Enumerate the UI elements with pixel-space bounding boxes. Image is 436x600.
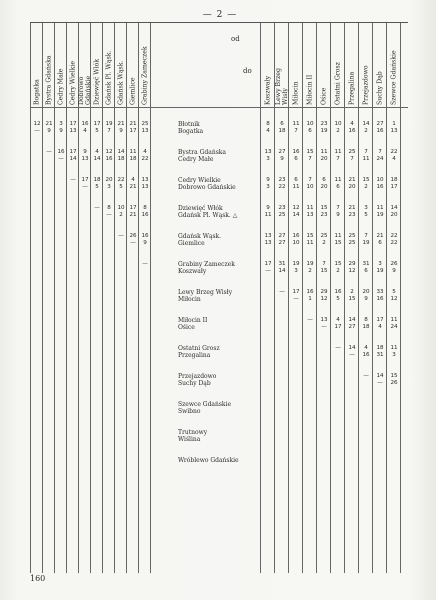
distance-cell: 12 [320,296,328,302]
distance-cell: 5 [95,184,99,190]
distance-cell: 13 [264,240,272,246]
distance-cell: 4 [95,149,99,155]
distance-cell: 11 [306,205,314,211]
distance-cell: 20 [348,184,356,190]
distance-cell: 20 [320,156,328,162]
distance-cell: 9 [364,296,368,302]
distance-cell: 3 [59,121,63,127]
distance-cell: 27 [278,233,286,239]
distance-cell: 7 [364,149,368,155]
column-header: Szewce Gdańskie [390,50,398,105]
distance-cell: 13 [81,156,89,162]
distance-cell: 16 [348,128,356,134]
column-header: Suchy Dąb [376,71,384,105]
distance-cell: 23 [320,212,328,218]
page-number-top: — 2 — [202,10,238,20]
distance-cell: 14 [362,121,370,127]
distance-cell: 6 [364,268,368,274]
distance-cell: 14 [390,205,398,211]
distance-cell: 3 [107,184,111,190]
distance-cell: 25 [348,149,356,155]
distance-cell: 8 [266,121,270,127]
column-header: Miłocin II [306,74,314,105]
column-header: Lewy Brzeg Wisły [275,68,289,105]
distance-cell: 12 [33,121,41,127]
column-header: Gdańsk Pl. Wąsk. [105,50,113,105]
column-rule [372,23,373,573]
station-label: Przejazdowo Suchy Dąb [178,373,217,387]
distance-cell: — [142,261,148,267]
distance-cell: 21 [348,177,356,183]
distance-cell: 9 [266,205,270,211]
distance-cell: — [377,380,383,386]
distance-cell: 9 [336,212,340,218]
distance-cell: 23 [278,177,286,183]
distance-cell: 31 [376,352,384,358]
distance-cell: 25 [141,121,149,127]
distance-cell: 21 [376,233,384,239]
distance-cell: 3 [364,205,368,211]
column-rule [274,23,275,573]
distance-cell: 2 [336,268,340,274]
distance-cell: 6 [308,128,312,134]
distance-cell: 4 [378,324,382,330]
distance-cell: 29 [320,289,328,295]
column-rule [114,23,115,573]
distance-cell: 11 [129,149,137,155]
column-rule [78,23,79,573]
distance-cell: 11 [320,149,328,155]
distance-cell: 15 [362,177,370,183]
distance-cell: 18 [117,156,125,162]
distance-cell: 19 [306,261,314,267]
distance-cell: 17 [264,261,272,267]
distance-cell: 23 [278,205,286,211]
distance-cell: 27 [348,324,356,330]
distance-cell: 4 [364,345,368,351]
distance-cell: 21 [45,121,53,127]
column-header: Miłocin [292,81,300,105]
distance-cell: 5 [392,289,396,295]
column-header: Cedry Małe [57,68,65,105]
column-header: Koszwały [264,75,272,105]
distance-cell: — [321,324,327,330]
distance-cell: 23 [320,121,328,127]
distance-cell: 5 [119,184,123,190]
distance-cell: 16 [81,121,89,127]
distance-cell: 16 [105,156,113,162]
column-rule [42,23,43,573]
distance-cell: — [265,268,271,274]
column-header: Przegalina [348,71,356,105]
distance-cell: — [46,149,52,155]
distance-cell: 16 [376,296,384,302]
column-rule [138,23,139,573]
distance-cell: 7 [308,156,312,162]
distance-cell: 12 [105,149,113,155]
station-label: Wróblewo Gdańskie [178,457,239,464]
distance-cell: 11 [264,212,272,218]
distance-cell: 3 [266,184,270,190]
column-header: Przejazdowo [362,65,370,105]
distance-cell: 3 [392,352,396,358]
distance-cell: 16 [141,212,149,218]
distance-cell: 33 [376,289,384,295]
column-header: Bystra Gdańska [45,55,53,105]
distance-cell: 4 [336,317,340,323]
station-label: Błotnik Bogatka [178,121,204,135]
distance-cell: 10 [334,121,342,127]
distance-cell: 7 [107,128,111,134]
distance-cell: 7 [336,156,340,162]
column-header: Ośice [320,87,328,105]
distance-cell: 19 [362,240,370,246]
distance-cell: 19 [105,121,113,127]
distance-cell: 26 [390,261,398,267]
distance-cell: 24 [376,156,384,162]
distance-cell: 2 [308,268,312,274]
distance-cell: 13 [320,317,328,323]
station-label: Ostatni Grosz Przegalina [178,345,220,359]
distance-cell: — [94,205,100,211]
distance-cell: 4 [143,149,147,155]
column-rule [90,23,91,573]
distance-cell: 13 [69,128,77,134]
distance-cell: 3 [294,268,298,274]
distance-cell: 9 [119,128,123,134]
distance-cell: 14 [376,373,384,379]
distance-cell: 1 [308,296,312,302]
column-header: Bogatka [33,79,41,105]
distance-cell: 13 [141,177,149,183]
distance-cell: — [130,240,136,246]
distance-cell: 16 [141,233,149,239]
distance-table [30,22,408,577]
distance-cell: 27 [376,121,384,127]
distance-cell: 3 [266,156,270,162]
distance-cell: 14 [117,149,125,155]
distance-cell: 9 [59,128,63,134]
distance-cell: 2 [119,212,123,218]
distance-cell: 11 [292,184,300,190]
distance-cell: 26 [390,380,398,386]
distance-cell: 22 [390,240,398,246]
distance-cell: 7 [308,177,312,183]
distance-cell: 17 [81,177,89,183]
distance-cell: 24 [390,324,398,330]
distance-cell: — [70,177,76,183]
distance-cell: 22 [278,184,286,190]
distance-cell: 13 [264,149,272,155]
header-rule [30,107,408,108]
distance-cell: 8 [143,205,147,211]
station-label: Miłocin II Ośice [178,317,208,331]
distance-cell: 7 [378,149,382,155]
distance-cell: 2 [364,184,368,190]
distance-cell: 2 [350,289,354,295]
distance-cell: 10 [306,121,314,127]
distance-cell: 7 [294,128,298,134]
distance-cell: 9 [392,268,396,274]
column-rule [344,23,345,573]
distance-cell: 20 [390,212,398,218]
from-label: od [231,35,240,43]
distance-cell: 18 [129,156,137,162]
column-rule [54,23,55,573]
distance-cell: 9 [143,240,147,246]
distance-cell: 17 [69,121,77,127]
distance-cell: 15 [390,373,398,379]
distance-cell: 11 [376,205,384,211]
distance-cell: 14 [348,317,356,323]
distance-cell: 4 [392,156,396,162]
distance-cell: 18 [362,324,370,330]
distance-cell: 11 [334,233,342,239]
distance-cell: 11 [306,240,314,246]
distance-cell: 13 [141,184,149,190]
distance-cell: 23 [348,212,356,218]
distance-cell: 2 [364,128,368,134]
distance-cell: 16 [376,128,384,134]
distance-cell: 17 [390,184,398,190]
distance-cell: 17 [129,128,137,134]
distance-cell: 19 [320,128,328,134]
distance-cell: 8 [364,317,368,323]
distance-cell: 25 [348,233,356,239]
distance-cell: 7 [364,233,368,239]
distance-cell: 21 [348,205,356,211]
distance-cell: 2 [322,240,326,246]
distance-cell: 31 [362,261,370,267]
distance-cell: 4 [266,128,270,134]
column-rule [260,23,261,573]
distance-cell: 25 [348,240,356,246]
column-rule [126,23,127,573]
distance-cell: 7 [350,156,354,162]
distance-cell: 6 [336,184,340,190]
distance-cell: 18 [376,345,384,351]
distance-cell: — [106,212,112,218]
distance-cell: 22 [141,156,149,162]
distance-cell: 4 [350,121,354,127]
distance-cell: 27 [278,149,286,155]
distance-cell: 13 [141,128,149,134]
distance-cell: 26 [129,233,137,239]
distance-cell: 29 [348,261,356,267]
distance-cell: — [293,296,299,302]
distance-cell: 6 [294,156,298,162]
distance-cell: 5 [364,212,368,218]
distance-cell: 11 [390,317,398,323]
distance-cell: 13 [264,233,272,239]
column-rule [358,23,359,573]
distance-cell: 12 [292,205,300,211]
distance-cell: 8 [107,205,111,211]
station-label: Bystra Gdańska Cedry Małe [178,149,227,163]
distance-cell: 17 [93,121,101,127]
distance-cell: 21 [129,184,137,190]
distance-cell: 19 [376,212,384,218]
distance-cell: 20 [362,289,370,295]
distance-cell: 18 [278,128,286,134]
column-rule [330,23,331,573]
distance-cell: 19 [292,261,300,267]
distance-cell: 14 [69,156,77,162]
distance-cell: 9 [83,149,87,155]
column-header: Ostatni Grosz [334,62,342,105]
distance-cell: 22 [390,233,398,239]
distance-cell: 6 [280,121,284,127]
distance-cell: 21 [129,121,137,127]
distance-cell: 1 [392,121,396,127]
distance-cell: 21 [129,212,137,218]
distance-cell: 3 [378,261,382,267]
distance-cell: — [363,373,369,379]
column-rule [66,23,67,573]
distance-cell: 14 [348,345,356,351]
station-label: Dziewięć Włók Gdańsk Pl. Wąsk. △ [178,205,238,219]
column-rule [302,23,303,573]
distance-cell: 17 [129,205,137,211]
distance-cell: 16 [292,149,300,155]
distance-cell: 13 [390,128,398,134]
distance-cell: 16 [306,289,314,295]
distance-cell: 5 [336,296,340,302]
distance-cell: — [58,156,64,162]
distance-cell: — [349,352,355,358]
column-rule [288,23,289,573]
distance-cell: 10 [306,184,314,190]
to-label: do [243,67,252,75]
distance-cell: 17 [376,317,384,323]
distance-cell: 11 [334,177,342,183]
station-label: Trutnowy Wiślina [178,429,208,443]
distance-cell: 10 [376,177,384,183]
distance-cell: 31 [278,261,286,267]
column-header: Grabiny Zameczek [141,46,149,105]
distance-cell: 9 [47,128,51,134]
page-number-bottom: 160 [30,574,46,583]
distance-cell: — [82,184,88,190]
distance-cell: 14 [292,212,300,218]
distance-cell: 12 [390,296,398,302]
station-label: Cedry Wielkie Dobrowo Gdańskie [178,177,236,191]
distance-cell: 15 [348,296,356,302]
distance-cell: 11 [334,149,342,155]
distance-cell: 22 [390,149,398,155]
column-rule [386,23,387,573]
distance-cell: 16 [292,233,300,239]
distance-cell: 17 [334,324,342,330]
distance-cell: 6 [378,240,382,246]
distance-cell: — [118,233,124,239]
distance-cell: 2 [336,128,340,134]
distance-cell: 17 [292,289,300,295]
column-header: Cedry Wielkie [69,60,77,105]
distance-cell: 20 [320,184,328,190]
distance-cell: 18 [390,177,398,183]
distance-cell: 22 [117,177,125,183]
distance-cell: 11 [292,121,300,127]
distance-cell: 10 [292,240,300,246]
column-rule [102,23,103,573]
distance-cell: — [307,317,313,323]
distance-cell: 16 [334,289,342,295]
distance-cell: 4 [83,128,87,134]
column-rule [150,23,151,573]
distance-cell: 19 [376,268,384,274]
distance-cell: 16 [362,352,370,358]
distance-cell: 11 [362,156,370,162]
distance-cell: 4 [131,177,135,183]
column-rule [316,23,317,573]
station-label: Grabiny Zameczek Koszwały [178,261,235,275]
distance-cell: — [279,289,285,295]
distance-cell: — [34,128,40,134]
column-header: Dziewięć Włók [93,58,101,105]
distance-cell: 7 [336,205,340,211]
distance-cell: 6 [322,177,326,183]
column-header: Gdańsk Wąsk. [117,60,125,105]
distance-cell: 10 [117,205,125,211]
distance-cell: 9 [280,156,284,162]
distance-cell: 5 [95,128,99,134]
station-label: Szewce Gdańskie Swibno [178,401,232,415]
distance-cell: 15 [334,261,342,267]
distance-cell: 17 [69,149,77,155]
column-rule [30,23,31,573]
distance-cell: 9 [266,177,270,183]
distance-cell: 12 [348,268,356,274]
distance-cell: 15 [306,149,314,155]
distance-cell: 6 [294,177,298,183]
distance-cell: 16 [376,184,384,190]
column-header: Dobrowo Gdańskie [78,75,92,105]
distance-cell: 20 [105,177,113,183]
distance-cell: 15 [320,205,328,211]
column-header: Giemlice [129,77,137,105]
distance-cell: 7 [322,261,326,267]
distance-cell: 27 [278,240,286,246]
distance-cell: 15 [334,240,342,246]
distance-cell: 11 [390,345,398,351]
station-label: Lewy Brzeg Wisły Miłocin [178,289,233,303]
station-label: Gdańsk Wąsk. Giemlice [178,233,222,247]
distance-cell: 25 [278,212,286,218]
distance-cell: 13 [306,212,314,218]
distance-cell: 16 [57,149,65,155]
distance-cell: — [335,345,341,351]
distance-cell: 14 [93,156,101,162]
distance-cell: 15 [306,233,314,239]
distance-cell: 21 [117,121,125,127]
distance-cell: 18 [93,177,101,183]
distance-cell: 14 [278,268,286,274]
distance-cell: 15 [320,268,328,274]
distance-cell: 25 [320,233,328,239]
column-rule [400,23,401,573]
